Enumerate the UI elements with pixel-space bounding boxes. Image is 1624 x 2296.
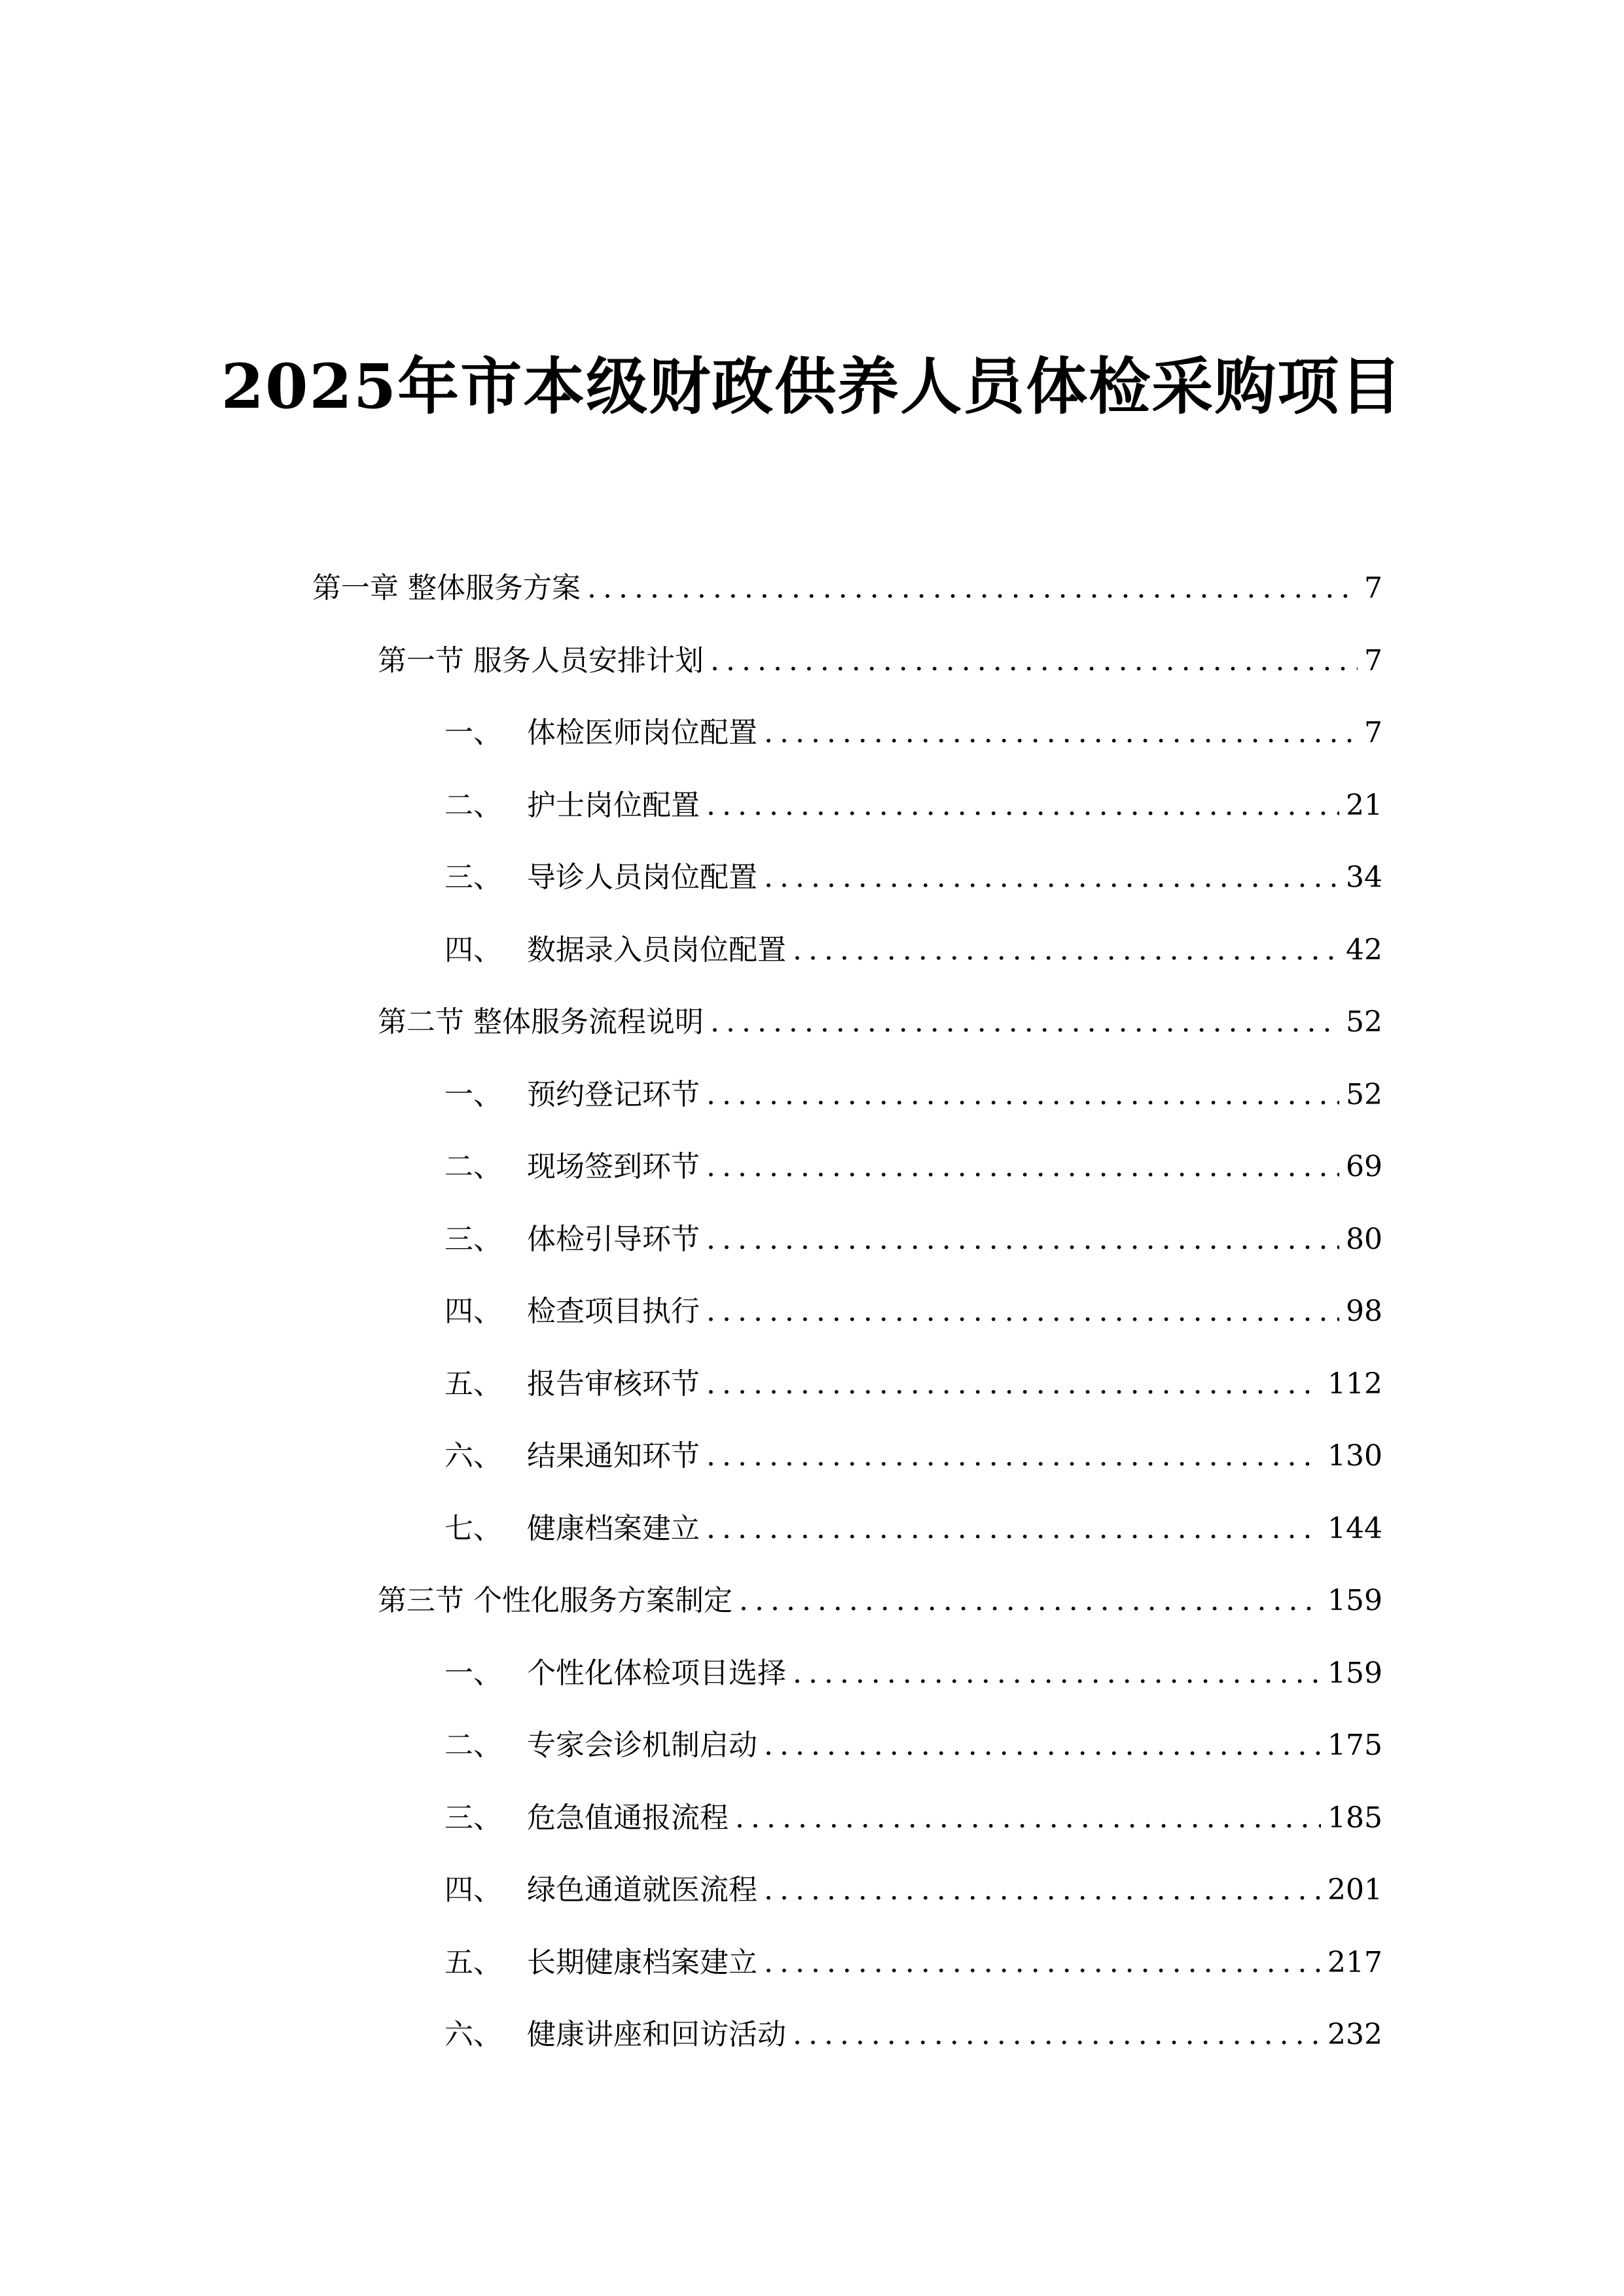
toc-entry-label: 健康档案建立 [527, 1511, 700, 1545]
toc-entry-label: 绿色通道就医流程 [527, 1873, 757, 1907]
toc-entry-number: 五、 [444, 1367, 502, 1401]
dot-leader [764, 1946, 1321, 1979]
dot-leader [587, 571, 1358, 605]
toc-entry-page: 7 [1364, 643, 1382, 677]
dot-leader [793, 1657, 1321, 1690]
toc-entry-page: 7 [1364, 716, 1382, 749]
toc-entry-number: 二、 [444, 1729, 502, 1762]
toc-entry[interactable] [444, 1432, 1382, 1478]
toc-entry-page: 159 [1327, 1584, 1382, 1617]
toc-entry-page: 185 [1327, 1801, 1382, 1835]
toc-entry[interactable] [378, 1577, 1382, 1623]
toc-entry-label: 第一章 整体服务方案 [312, 571, 581, 605]
toc-entry[interactable] [378, 998, 1382, 1044]
toc-entry-page: 34 [1346, 861, 1382, 894]
toc-entry-label: 危急值通报流程 [527, 1801, 729, 1835]
toc-entry-label: 健康讲座和回访活动 [527, 2018, 786, 2051]
toc-entry-label: 结果通知环节 [527, 1439, 700, 1473]
toc-entry-number: 四、 [444, 933, 502, 967]
toc-entry-page: 159 [1327, 1656, 1382, 1690]
toc-entry[interactable] [444, 1360, 1382, 1406]
toc-entry-page: 69 [1346, 1150, 1382, 1183]
toc-entry-page: 52 [1346, 1005, 1382, 1039]
toc-entry-number: 三、 [444, 861, 502, 894]
toc-entry-label: 报告审核环节 [527, 1367, 700, 1401]
toc-entry[interactable] [378, 637, 1382, 683]
toc-entry-page: 232 [1327, 2018, 1382, 2051]
dot-leader [706, 1295, 1339, 1328]
toc-entry-number: 七、 [444, 1511, 502, 1545]
toc-entry-label: 导诊人员岗位配置 [527, 861, 757, 894]
toc-entry-number: 一、 [444, 1656, 502, 1690]
toc-entry-page: 98 [1346, 1295, 1382, 1328]
toc-entry-number: 四、 [444, 1295, 502, 1328]
toc-entry[interactable] [444, 1649, 1382, 1695]
toc-entry-label: 预约登记环节 [527, 1077, 700, 1111]
toc-entry-label: 体检医师岗位配置 [527, 716, 757, 749]
toc-entry-number: 二、 [444, 1150, 502, 1183]
toc-entry-number: 一、 [444, 716, 502, 749]
toc-entry[interactable] [444, 1143, 1382, 1189]
toc-entry-label: 护士岗位配置 [527, 788, 700, 822]
toc-entry[interactable] [444, 1071, 1382, 1117]
toc-entry-label: 体检引导环节 [527, 1222, 700, 1256]
dot-leader [706, 789, 1339, 822]
toc-entry-number: 六、 [444, 1439, 502, 1473]
toc-entry-number: 三、 [444, 1801, 502, 1835]
toc-entry[interactable] [444, 1721, 1382, 1767]
toc-entry-page: 42 [1346, 933, 1382, 967]
toc-entry-label: 专家会诊机制启动 [527, 1729, 757, 1762]
toc-entry-number: 五、 [444, 1945, 502, 1979]
toc-entry-page: 112 [1327, 1367, 1382, 1401]
dot-leader [764, 716, 1358, 749]
dot-leader [735, 1801, 1321, 1835]
dot-leader [793, 933, 1339, 967]
toc-entry[interactable] [444, 853, 1382, 899]
dot-leader [764, 1873, 1321, 1907]
toc-entry-page: 201 [1327, 1873, 1382, 1907]
toc-entry[interactable] [444, 709, 1382, 755]
toc-entry-label: 长期健康档案建立 [527, 1945, 757, 1979]
toc-entry-page: 80 [1346, 1222, 1382, 1256]
document-title: 2025年市本级财政供养人员体检采购项目 [221, 351, 1403, 423]
toc-entry[interactable] [444, 1794, 1382, 1840]
toc-entry-page: 130 [1327, 1439, 1382, 1473]
dot-leader [739, 1584, 1321, 1617]
toc-entry[interactable] [312, 564, 1382, 610]
toc-entry-page: 144 [1327, 1511, 1382, 1545]
dot-leader [706, 1150, 1339, 1183]
toc-entry-page: 175 [1327, 1729, 1382, 1762]
toc-entry[interactable] [444, 1287, 1382, 1333]
toc-entry-label: 第三节 个性化服务方案制定 [378, 1584, 732, 1617]
toc-entry[interactable] [444, 2011, 1382, 2056]
toc-entry-number: 二、 [444, 788, 502, 822]
dot-leader [706, 1512, 1321, 1545]
dot-leader [706, 1078, 1339, 1111]
toc-entry-page: 7 [1364, 571, 1382, 605]
toc-entry[interactable] [444, 1866, 1382, 1912]
toc-entry-page: 21 [1346, 788, 1382, 822]
toc-entry[interactable] [444, 1215, 1382, 1261]
toc-entry-label: 第一节 服务人员安排计划 [378, 643, 704, 677]
toc-entry[interactable] [444, 781, 1382, 827]
dot-leader [710, 644, 1358, 677]
toc-entry[interactable] [444, 1939, 1382, 1984]
toc-entry-label: 个性化体检项目选择 [527, 1656, 786, 1690]
toc-entry-page: 52 [1346, 1077, 1382, 1111]
dot-leader [706, 1367, 1321, 1401]
dot-leader [764, 861, 1339, 894]
dot-leader [706, 1223, 1339, 1256]
toc-entry[interactable] [444, 926, 1382, 972]
dot-leader [764, 1729, 1321, 1762]
toc-entry-label: 现场签到环节 [527, 1150, 700, 1183]
dot-leader [706, 1439, 1321, 1473]
dot-leader [710, 1005, 1339, 1039]
toc-entry-number: 四、 [444, 1873, 502, 1907]
toc-entry-page: 217 [1327, 1945, 1382, 1979]
toc-entry-number: 六、 [444, 2018, 502, 2051]
dot-leader [793, 2018, 1321, 2051]
toc-entry-label: 第二节 整体服务流程说明 [378, 1005, 704, 1039]
toc-entry-number: 三、 [444, 1222, 502, 1256]
toc-entry-label: 数据录入员岗位配置 [527, 933, 786, 967]
toc-entry-number: 一、 [444, 1077, 502, 1111]
toc-entry[interactable] [444, 1505, 1382, 1551]
toc-entry-label: 检查项目执行 [527, 1295, 700, 1328]
